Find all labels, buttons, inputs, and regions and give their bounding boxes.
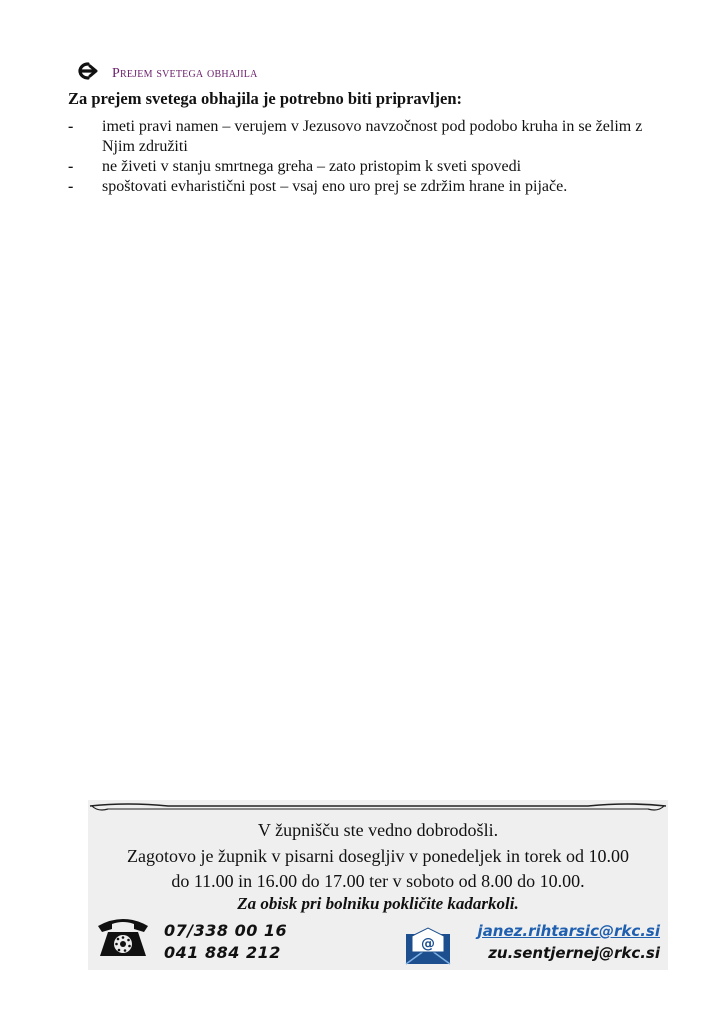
email-link-parish-office[interactable]: zu.sentjernej@rkc.si xyxy=(488,944,660,962)
welcome-text: V župnišču ste vedno dobrodošli. xyxy=(257,820,499,840)
ornamental-divider xyxy=(88,800,668,816)
list-item-text: spoštovati evharistični post – vsaj eno uro prej se zdržim hrane in pijače. xyxy=(102,178,568,195)
office-hours-line-2: do 11.00 in 16.00 do 17.00 ter v soboto od 8.00 do 10.00. xyxy=(171,871,585,891)
list-item xyxy=(68,157,668,177)
section-heading xyxy=(74,58,258,84)
list-bullet: - xyxy=(68,158,74,175)
hospital-visit-note: Za obisk pri bolniku pokličite kadarkoli. xyxy=(237,894,519,913)
svg-text:@: @ xyxy=(421,936,435,952)
requirements-list xyxy=(68,117,668,197)
contact-footer xyxy=(88,800,668,970)
email-envelope-icon xyxy=(404,926,452,966)
list-bullet: - xyxy=(68,178,74,195)
list-bullet: - xyxy=(68,118,74,135)
office-hours-line-1: Zagotovo je župnik v pisarni dosegljiv v ponedeljek in torek od 10.00 xyxy=(127,846,629,866)
list-item xyxy=(68,117,668,157)
email-link-parish-priest[interactable]: janez.rihtarsic@rkc.si xyxy=(477,922,660,940)
phone-number-landline: 07/338 00 16 xyxy=(164,921,288,940)
telephone-icon xyxy=(94,912,152,960)
curved-arrow-icon xyxy=(74,61,100,81)
intro-text: Za prejem svetega obhajila je potrebno biti pripravljen: xyxy=(68,89,462,108)
list-item xyxy=(68,177,668,197)
list-item-text: ne živeti v stanju smrtnega greha – zato pristopim k sveti spovedi xyxy=(102,158,522,175)
list-item-text: imeti pravi namen – verujem v Jezusovo navzočnost pod podobo kruha in se želim z Njim združiti xyxy=(102,118,643,155)
section-title: Prejem svetega obhajila xyxy=(112,66,258,81)
phone-number-mobile: 041 884 212 xyxy=(164,943,281,962)
